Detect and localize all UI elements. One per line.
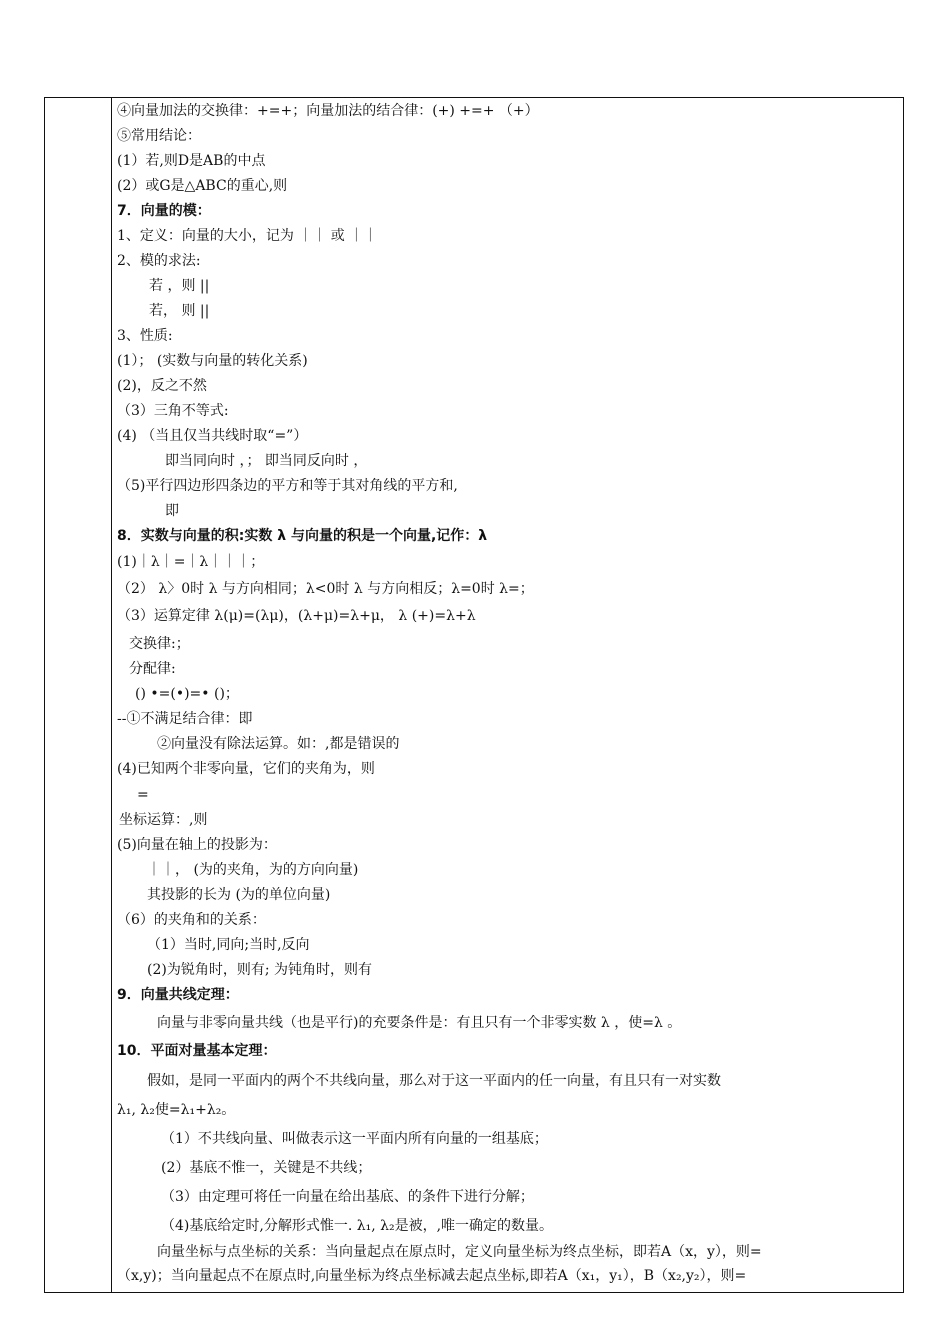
line-commutative: 交换律:； [129, 636, 190, 652]
line-basis-1: （1）不共线向量、叫做表示这一平面内所有向量的一组基底； [161, 1131, 548, 1147]
line-scalar-3: （3）运算定律 λ(μ)=(λμ)，(λ+μ)=λ+μ， λ (+)=λ+λ [117, 608, 476, 624]
document-frame [44, 97, 904, 1293]
line-acute-obtuse: (2)为锐角时，则有; 为钝角时，则有 [147, 962, 372, 978]
line-property-1: (1）； (实数与向量的转化关系) [117, 353, 308, 369]
line-triangle-inequality: （3）三角不等式: [117, 403, 229, 419]
line-basic-theorem-cont: λ₁, λ₂使=λ₁+λ₂。 [117, 1102, 236, 1118]
line-no-division: ②向量没有除法运算。如：,都是错误的 [157, 736, 400, 752]
line-dot-formula: () •=(•)=• ()； [135, 686, 239, 702]
line-properties: 3、性质: [117, 328, 173, 344]
line-midpoint: (1）若,则D是AB的中点 [117, 153, 266, 169]
line-coordinates-1: 向量坐标与点坐标的关系：当向量起点在原点时，定义向量坐标为终点坐标，即若A（x，y），则= [157, 1244, 762, 1260]
left-column [45, 98, 112, 1292]
line-same-opposite-direction: 即当同向时 ，； 即当同反向时 ， [165, 453, 368, 469]
notes-content [117, 98, 899, 1292]
line-direction-cases: （1）当时,同向;当时,反向 [147, 937, 310, 953]
line-angle-relation: （6）的夹角和的关系： [117, 912, 266, 928]
line-centroid: (2）或G是△ABC的重心,则 [117, 178, 288, 194]
line-coordinate-ops: 坐标运算：,则 [119, 812, 208, 828]
line-magnitude-definition: 1、定义：向量的大小，记为 ｜｜ 或 ｜｜ [117, 228, 378, 244]
line-vector-addition-laws: ④向量加法的交换律：+=+；向量加法的结合律：(+) +=+ （+） [117, 103, 539, 119]
line-scalar-1: (1)｜λ｜=｜λ｜｜｜； [117, 554, 265, 570]
line-projection-length: 其投影的长为 (为的单位向量) [147, 887, 331, 903]
line-equals: = [137, 787, 149, 803]
line-collinear-condition: 向量与非零向量共线（也是平行)的充要条件是：有且只有一个非零实数 λ ，使=λ 。 [157, 1015, 682, 1031]
line-not-associative: --①不满足结合律：即 [117, 711, 253, 727]
line-magnitude-case-2: 若， 则 || [149, 303, 210, 319]
line-parallelogram-ie: 即 [165, 503, 179, 519]
line-magnitude-case-1: 若 ，则 || [149, 278, 210, 294]
heading-vector-magnitude: 7．向量的模： [117, 203, 211, 219]
line-distributive: 分配律: [129, 661, 176, 677]
heading-basic-theorem: 10．平面对量基本定理： [117, 1043, 277, 1059]
line-scalar-2: （2） λ〉0时 λ 与方向相同；λ<0时 λ 与方向相反；λ=0时 λ=； [117, 581, 534, 597]
line-coordinates-2: （x,y)；当向量起点不在原点时,向量坐标为终点坐标减去起点坐标,即若A（x₁，y₁），B（x₂,y₂），则= [117, 1268, 747, 1284]
line-angle-between: (4)已知两个非零向量，它们的夹角为，则 [117, 761, 375, 777]
line-common-conclusions: ⑤常用结论： [117, 128, 201, 144]
line-magnitude-methods: 2、模的求法: [117, 253, 201, 269]
line-projection-formula: ｜｜， (为的夹角，为的方向向量) [147, 862, 359, 878]
heading-collinear-theorem: 9．向量共线定理： [117, 987, 239, 1003]
line-property-4: (4) （当且仅当共线时取“=”） [117, 428, 308, 444]
line-parallelogram: （5)平行四边形四条边的平方和等于其对角线的平方和, [117, 478, 458, 494]
line-basis-3: （3）由定理可将任一向量在给出基底、的条件下进行分解； [161, 1189, 534, 1205]
line-basic-theorem: 假如，是同一平面内的两个不共线向量，那么对于这一平面内的任一向量，有且只有一对实数 [147, 1073, 721, 1089]
line-basis-4: （4)基底给定时,分解形式惟一. λ₁, λ₂是被，,唯一确定的数量。 [161, 1218, 554, 1234]
heading-scalar-product: 8．实数与向量的积:实数 λ 与向量的积是一个向量,记作：λ [117, 528, 488, 544]
line-property-2: (2)，反之不然 [117, 378, 207, 394]
line-basis-2: (2）基底不惟一，关键是不共线； [161, 1160, 372, 1176]
line-projection: (5)向量在轴上的投影为： [117, 837, 277, 853]
